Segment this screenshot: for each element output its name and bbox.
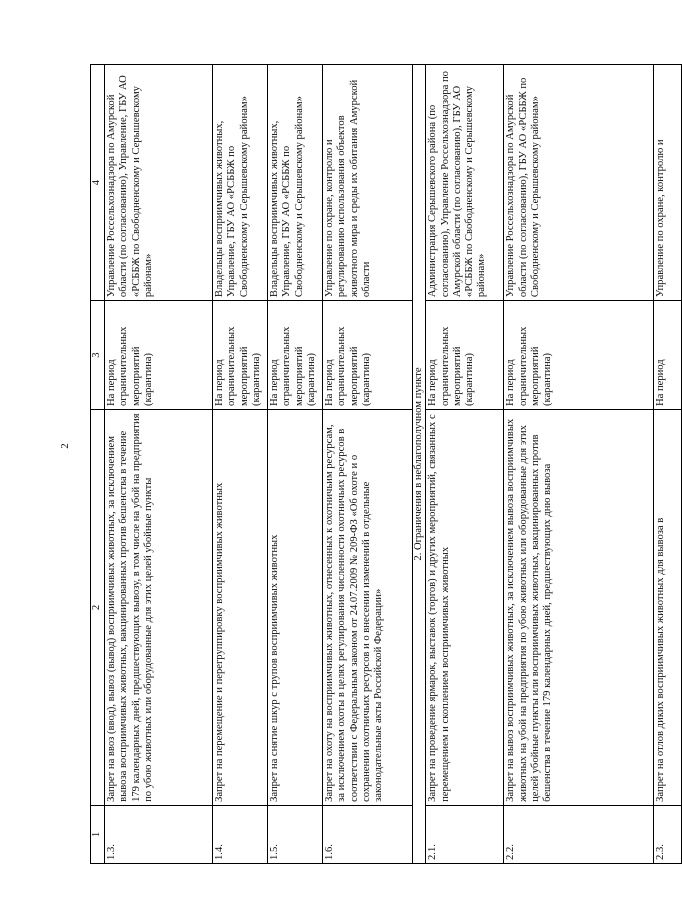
measure-text: Запрет на перемещение и перегруппировку восприимчивых животных <box>213 410 268 806</box>
period-text: На период ограничительных мероприятий (карантина) <box>426 301 504 410</box>
section-title: 2. Ограничения в неблагополучном пункте <box>413 65 426 864</box>
period-text: На период ограничительных мероприятий (карантина) <box>105 301 213 410</box>
responsible-text: Администрация Серышевского района (по согласованию), Управление Россельхознадзора по Амурской области (по согласованию), ГБУ АО «РСББЖ по Свободненскому и Серышевскому районам» <box>426 65 504 301</box>
measure-text: Запрет на вывоз восприимчивых животных, за исключением вывоза восприимчивых животных на убой на предприятия по убою животных или оборудованные для этих целей убойные пункты или восприимчивых животных, вакцинированных против бешенства в течение 179 календарных дней, предшествующих дню вывоза <box>504 410 654 806</box>
table-row <box>426 65 504 864</box>
responsible-text: Владельцы восприимчивых животных, Управление, ГБУ АО «РСББЖ по Свободненскому и Серышевскому районам» <box>268 65 323 301</box>
period-text: На период ограничительных мероприятий (карантина) <box>213 301 268 410</box>
measure-text: Запрет на проведение ярмарок, выставок (торгов) и других мероприятий, связанных с перемещением и скоплением восприимчивых животных <box>426 410 504 806</box>
row-number: 1.6. <box>323 805 413 863</box>
row-number: 1.4. <box>213 805 268 863</box>
table-row <box>323 65 413 864</box>
period-text: На период ограничительных мероприятий (карантина) <box>504 301 654 410</box>
measure-text: Запрет на ввоз (ввод), вывоз (вывод) восприимчивых животных, за исключением вывоза восприимчивых животных, вакцинированных против бешенства в течение 179 календарных дней, предшествующих вывозу, в том числе на убой на предприятия по убою животных или оборудованные для этих целей убойные пункты <box>105 410 213 806</box>
table-row <box>268 65 323 864</box>
table-row <box>504 65 654 864</box>
responsible-text: Управление по охране, контролю и <box>654 65 682 301</box>
header-row <box>91 65 105 864</box>
measure-text: Запрет на отлов диких восприимчивых животных для вывоза в <box>654 410 682 806</box>
table-row <box>654 65 682 864</box>
responsible-text: Управление Россельхознадзора по Амурской области (по согласованию), Управление, ГБУ АО «РСББЖ по Свободненскому и Серышевскому районам» <box>105 65 213 301</box>
responsible-text: Владельцы восприимчивых животных, Управление, ГБУ АО «РСББЖ по Свободненскому и Серышевскому районам» <box>213 65 268 301</box>
column-header-2: 2 <box>91 410 105 806</box>
measure-text: Запрет на снятие шкур с трупов восприимчивых животных <box>268 410 323 806</box>
table-row <box>213 65 268 864</box>
column-header-1: 1 <box>91 805 105 863</box>
table-row <box>105 65 213 864</box>
period-text: На период ограничительных мероприятий (карантина) <box>323 301 413 410</box>
section-row <box>413 65 426 864</box>
period-text: На период ограничительных мероприятий (карантина) <box>268 301 323 410</box>
column-header-4: 4 <box>91 65 105 301</box>
row-number: 1.5. <box>268 805 323 863</box>
period-text: На период <box>654 301 682 410</box>
row-number: 2.3. <box>654 805 682 863</box>
rotated-table-container <box>90 64 667 864</box>
responsible-text: Управление по охране, контролю и регулированию использования объектов животного мира и среды их обитания Амурской области <box>323 65 413 301</box>
page-number: 2 <box>58 443 71 449</box>
row-number: 2.1. <box>426 805 504 863</box>
column-header-3: 3 <box>91 301 105 410</box>
row-number: 2.2. <box>504 805 654 863</box>
responsible-text: Управление Россельхознадзора по Амурской области (по согласованию), ГБУ АО «РСББЖ по Свободненскому и Серышевскому районам» <box>504 65 654 301</box>
row-number: 1.3. <box>105 805 213 863</box>
measures-table <box>90 64 682 864</box>
measure-text: Запрет на охоту на восприимчивых животных, отнесенных к охотничьим ресурсам, за исключением охоты в целях регулирования численности охотничьих ресурсов в соответствии с Федеральным законом от 24.07.2009 № 209-ФЗ «Об охоте и о сохранении охотничьих ресурсов и о внесении изменений в отдельные законодательные акты Российской Федерации» <box>323 410 413 806</box>
